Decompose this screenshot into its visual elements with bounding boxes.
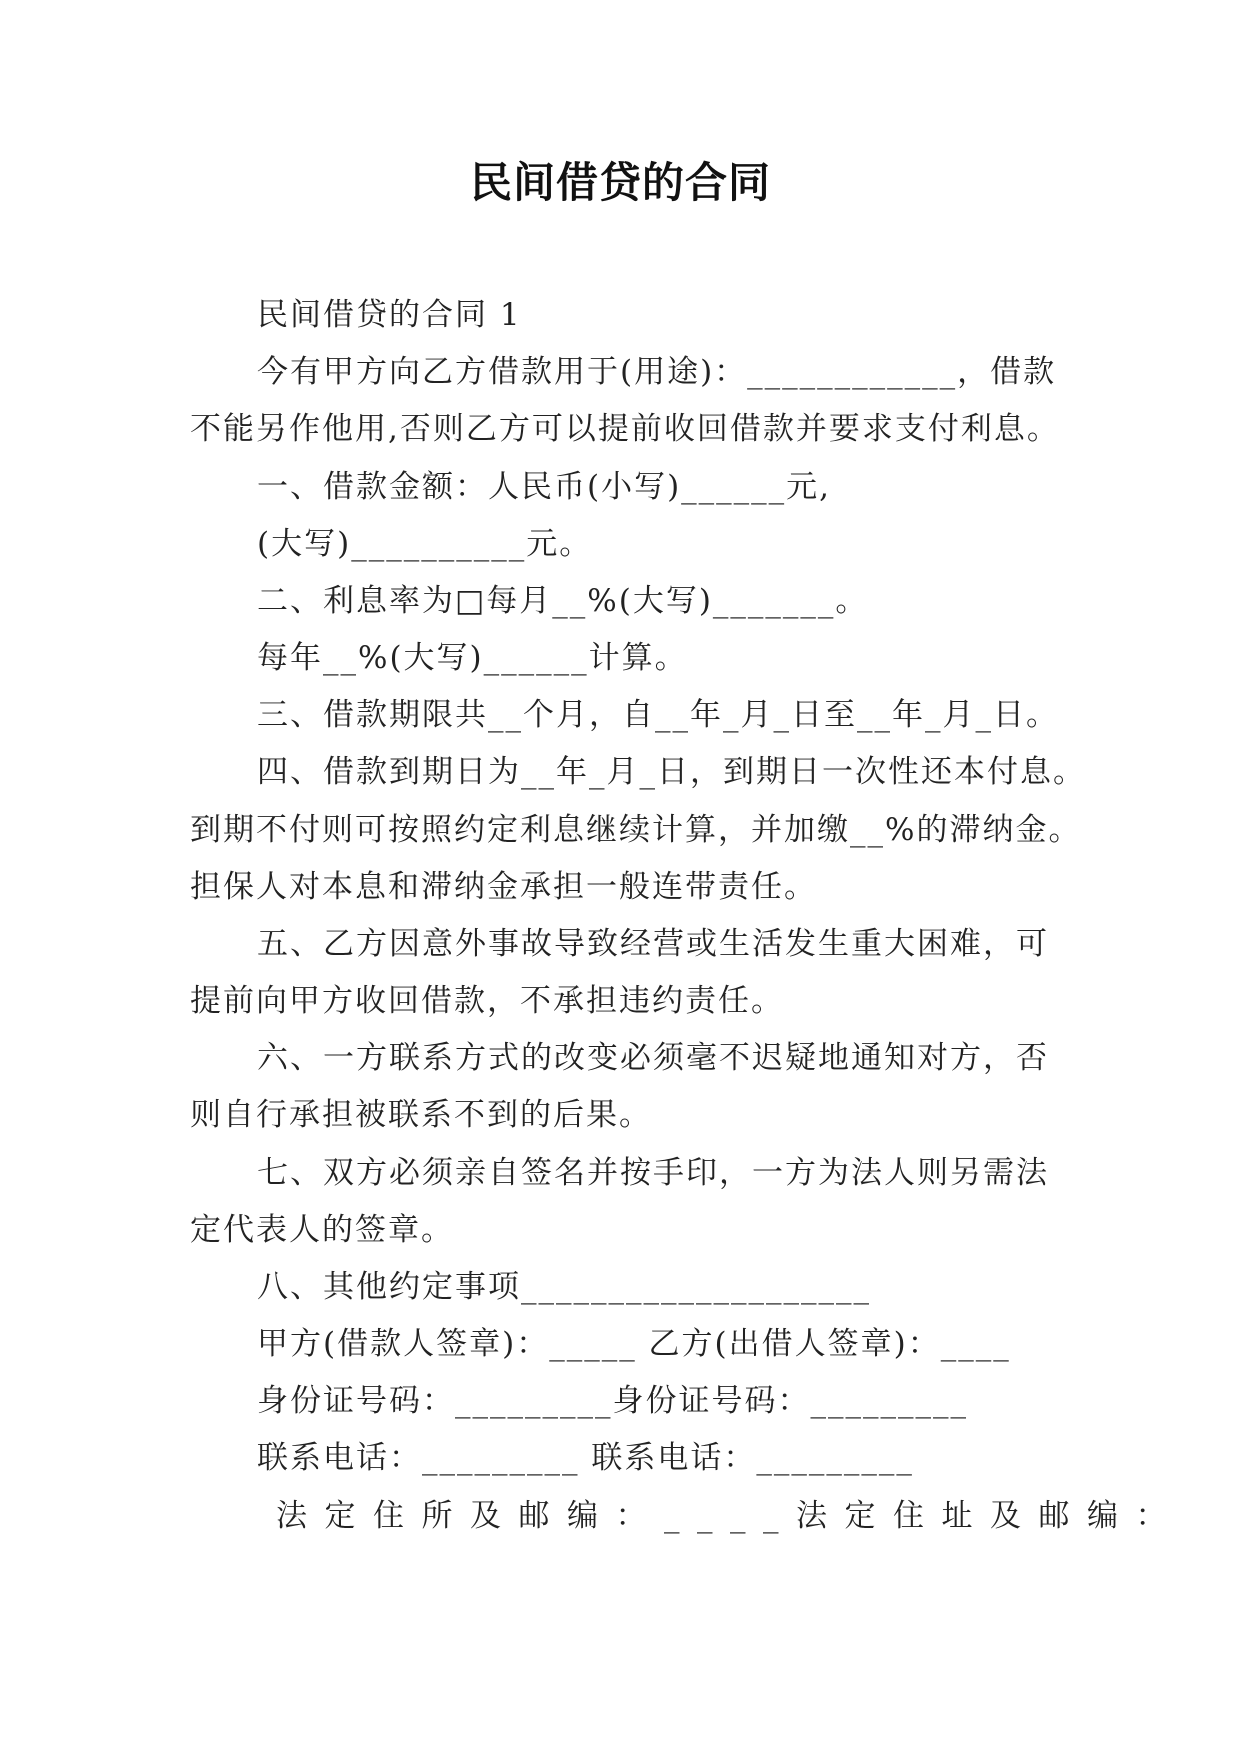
clause-line: 提前向甲方收回借款，不承担违约责任。 [190,983,784,1019]
clause-line: 六、一方联系方式的改变必须毫不迟疑地通知对方，否 [257,1040,1049,1076]
clause-line: 五、乙方因意外事故导致经营或生活发生重大困难，可 [257,926,1049,962]
clause-line: 担保人对本息和滞纳金承担一般连带责任。 [190,869,817,905]
clause-line: 四、借款到期日为__年_月_日，到期日一次性还本付息。 [257,754,1086,790]
phone-line: 联系电话：_________ 联系电话：_________ [257,1440,914,1476]
clause-line: 二、利息率为□每月__%(大写)_______。 [257,583,869,619]
paragraph-line: 今有甲方向乙方借款用于(用途)：____________，借款 [257,354,1057,390]
document-title: 民间借贷的合同 [469,158,771,207]
paragraph-line: 不能另作他用,否则乙方可以提前收回借款并要求支付利息。 [190,411,1060,447]
clause-line: 每年__%(大写)______计算。 [257,640,688,676]
clause-line: (大写)__________元。 [257,526,593,562]
id-number-line: 身份证号码：_________身份证号码：_________ [257,1383,968,1419]
clause-line: 一、借款金额：人民币(小写)______元, [257,469,832,505]
clause-line: 到期不付则可按照约定利息继续计算，并加缴__%的滞纳金。 [190,812,1082,848]
address-line: 法定住所及邮编：____法定住址及邮编： [276,1498,1184,1534]
clause-line: 定代表人的签章。 [190,1212,454,1248]
clause-line: 三、借款期限共__个月，自__年_月_日至__年_月_日。 [257,697,1059,733]
subtitle-line: 民间借贷的合同 1 [257,297,522,333]
clause-line: 八、其他约定事项____________________ [257,1269,871,1305]
clause-line: 则自行承担被联系不到的后果。 [190,1097,652,1133]
clause-line: 七、双方必须亲自签名并按手印，一方为法人则另需法 [257,1155,1049,1191]
signature-line: 甲方(借款人签章)：_____ 乙方(出借人签章)：____ [257,1326,1011,1362]
